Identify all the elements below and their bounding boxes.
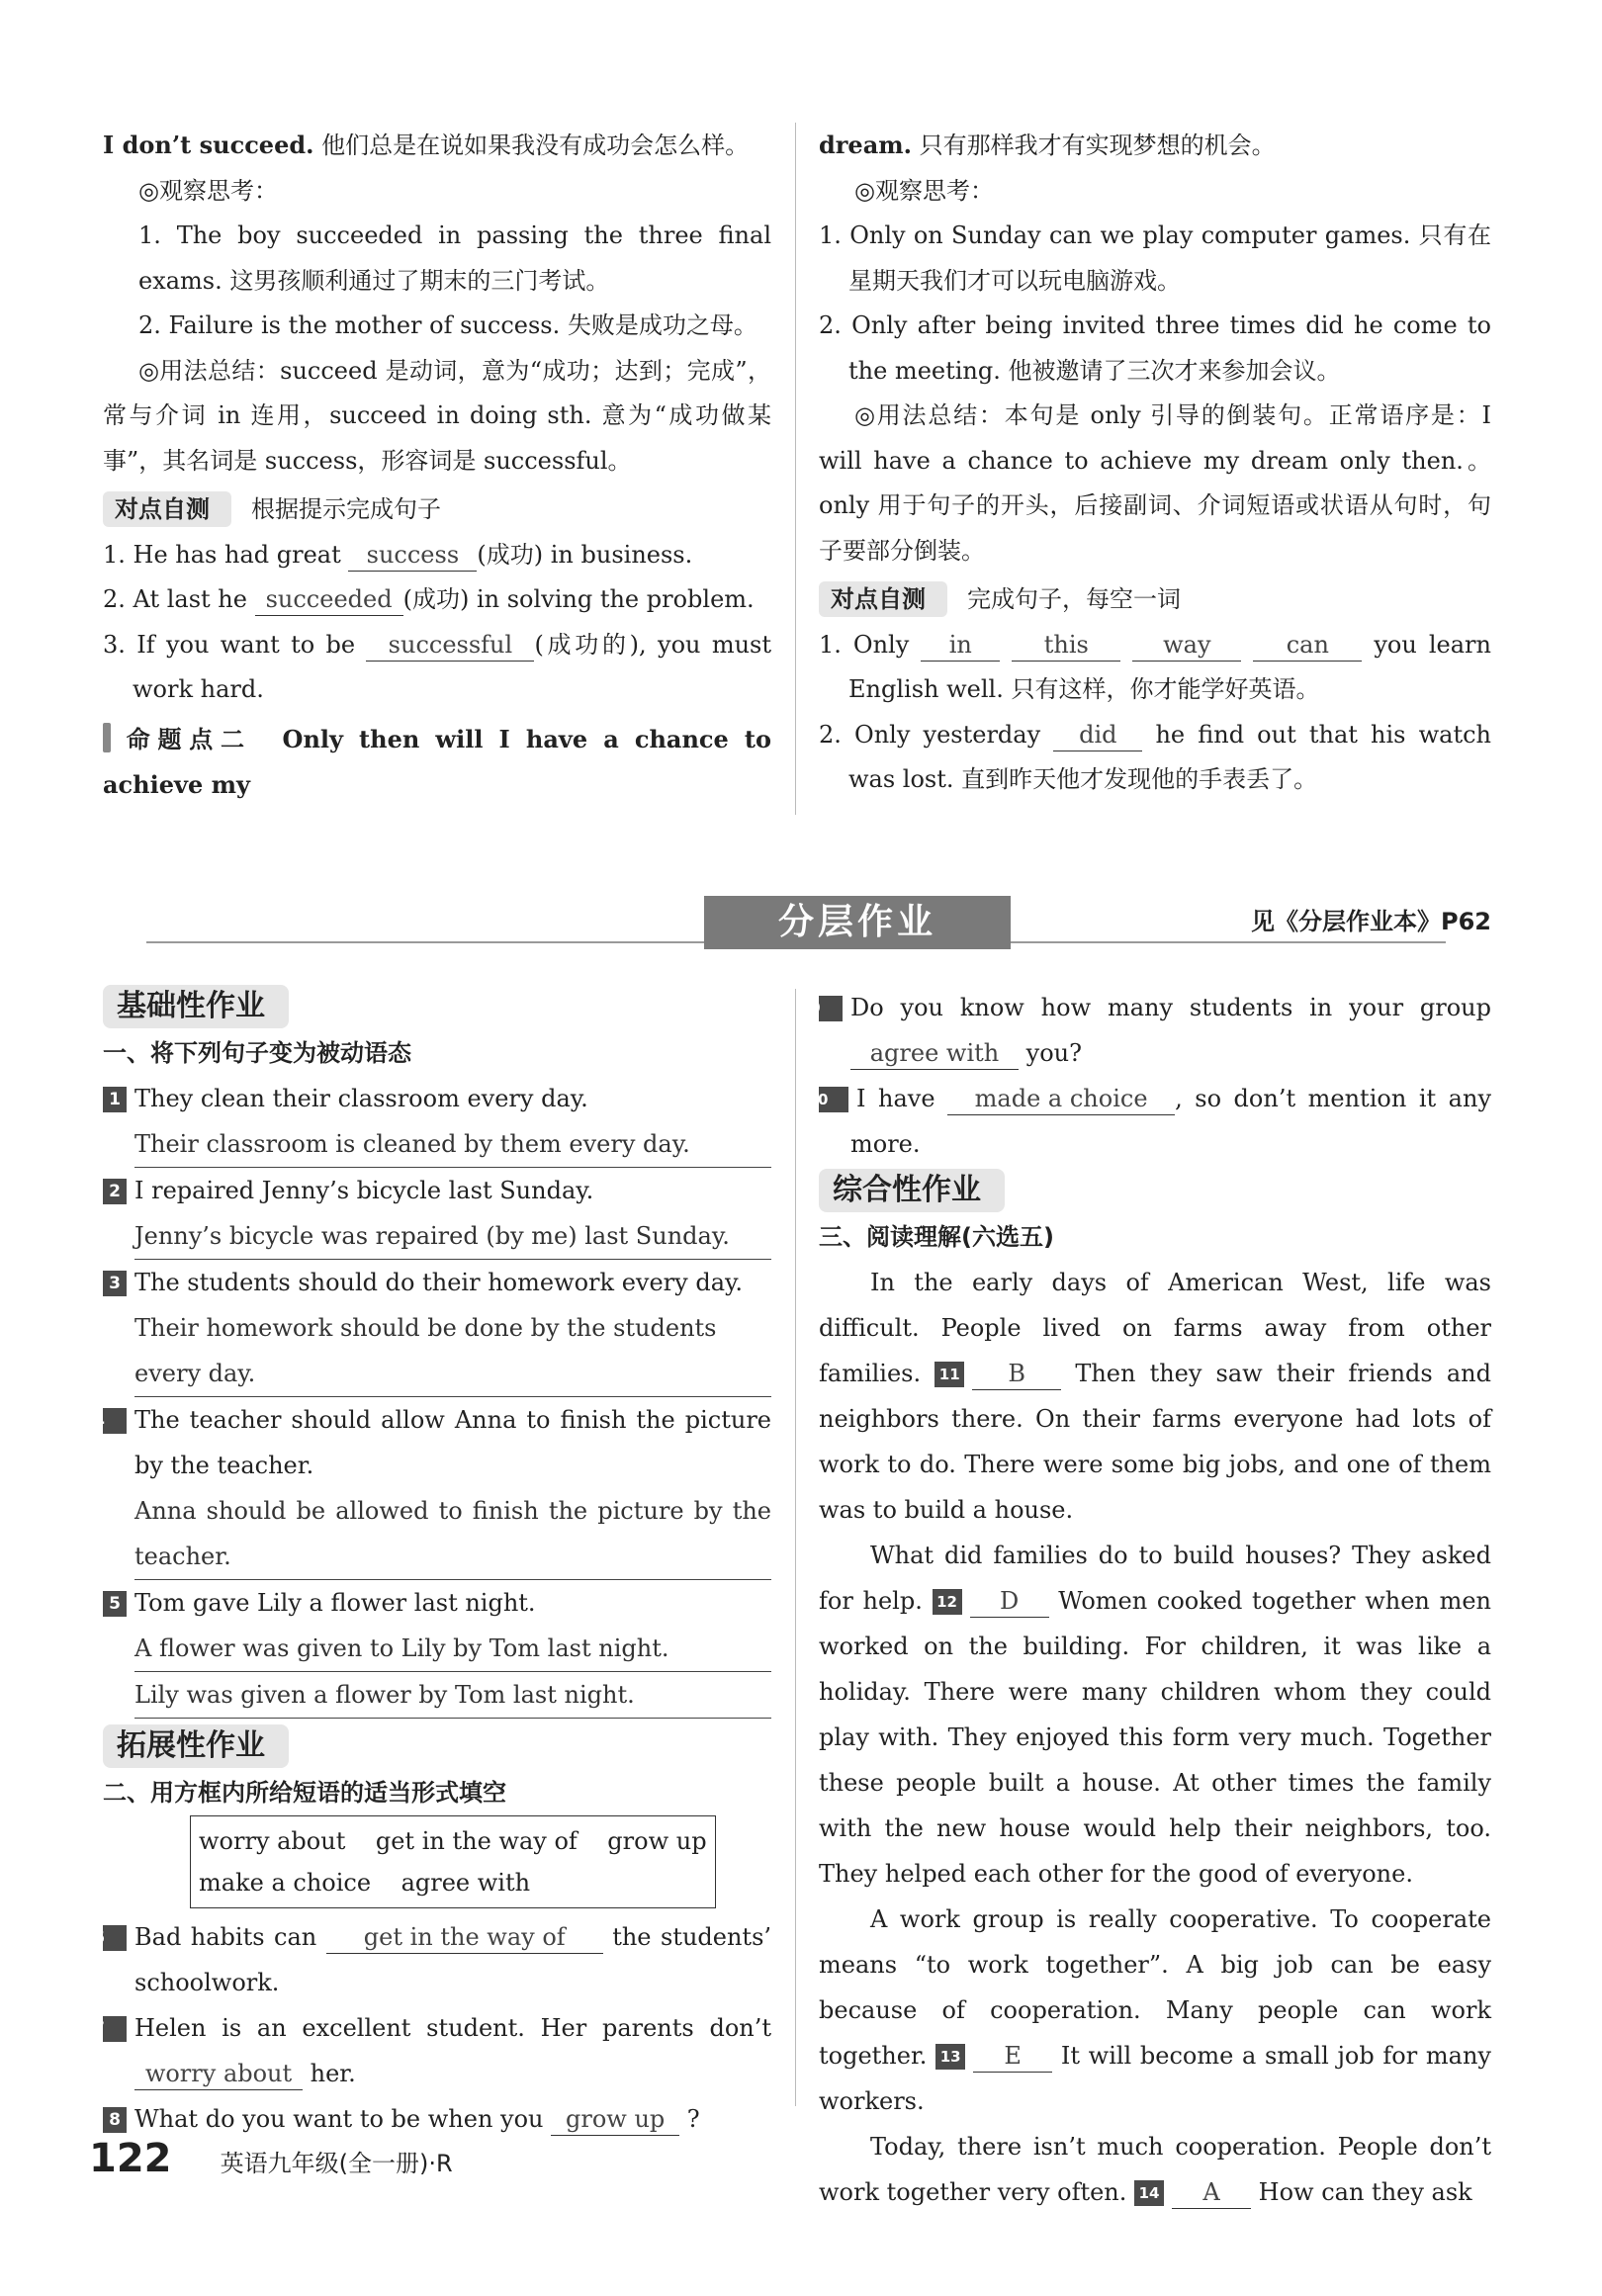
basic-a4: Anna should be allowed to finish the picture by the teacher. (134, 1488, 771, 1580)
workbook-reference: 见《分层作业本》P62 (1251, 908, 1491, 935)
book-title: 英语九年级(全一册)·R (220, 2150, 453, 2177)
example-1: 1. The boy succeeded in passing the three final exams. 这男孩顺利通过了期末的三门考试。 (138, 221, 771, 295)
observe-label: ◎观察思考： (138, 176, 278, 205)
section-title-basic: 基础性作业 (103, 985, 289, 1028)
basic-a3: Their homework should be done by the students every day. (134, 1305, 771, 1397)
reading-paragraph-3: A work group is really cooperative. To cooperate means “to work together”. A big job can be easy because of cooperation. Many people can work together. 13 E It will become a small job for many workers. (819, 1905, 1491, 2115)
basic-section-header (103, 985, 771, 1030)
example-2: 2. Failure is the mother of success. 失败是成功之母。 (138, 311, 757, 339)
basic-q2: 2 I repaired Jenny’s bicycle last Sunday. (103, 1168, 771, 1213)
test-q1: 1. He has had great success (成功) in business. (103, 533, 771, 578)
banner-line-right (1011, 941, 1446, 943)
answer-blank: grow up (551, 2103, 679, 2136)
reading-paragraph-1: In the early days of American West, life was difficult. People lived on farms away from other families. 11 B Then they saw their friends and neighbors there. On their farms everyone had lots of work to do. There were some big jobs, and one of them was to build a house. (819, 1269, 1491, 1524)
section-title-comprehensive: 综合性作业 (819, 1169, 1005, 1212)
self-test-header (103, 487, 771, 533)
answer-blank: successful (366, 629, 534, 662)
key-point-bar (103, 723, 111, 752)
basic-q3: 3 The students should do their homework every day. (103, 1260, 771, 1305)
phrase-row-2: make a choice agree with (199, 1869, 531, 1897)
answer-blank: did (1053, 719, 1142, 751)
answer-blank: way (1132, 629, 1241, 662)
extend-q9: 9 Do you know how many students in your group agree with you? (819, 985, 1491, 1076)
section-title-extend: 拓展性作业 (103, 1724, 289, 1768)
part-3-title: 三、阅读理解(六选五) (819, 1223, 1054, 1251)
answer-blank: success (348, 539, 477, 572)
extend-q6: 6 Bad habits can get in the way of the students’ schoolwork. (93, 1923, 772, 1996)
phrase-row-1: worry about get in the way of grow up (199, 1827, 707, 1855)
answer-blank: this (1012, 629, 1120, 662)
extend-q8: 8 What do you want to be when you grow up ? (103, 2096, 771, 2142)
phrase-box (190, 1815, 716, 1908)
part-1-title: 一、将下列句子变为被动语态 (103, 1039, 411, 1067)
extend-q7: 7 Helen is an excellent student. Her parents don’t worry about her. (103, 2005, 771, 2096)
basic-q5: 5 Tom gave Lily a flower last night. (103, 1580, 771, 1626)
self-test-header (819, 577, 1491, 623)
answer-blank: agree with (850, 1037, 1019, 1070)
answer-blank: B (972, 1358, 1061, 1390)
answer-blank: in (921, 629, 1000, 662)
self-test-tag: 对点自测 (819, 581, 947, 617)
self-test-hint: 根据提示完成句子 (251, 495, 441, 523)
answer-blank: succeeded (255, 583, 403, 616)
banner-title: 分层作业 (704, 896, 1011, 949)
answer-blank: get in the way of (326, 1921, 603, 1954)
basic-a1: Their classroom is cleaned by them every day. (134, 1121, 771, 1168)
answer-blank: can (1253, 629, 1362, 662)
test-q1: 1. Only in this way can you learn English well. 只有这样，你才能学好英语。 (819, 630, 1491, 703)
answer-blank: D (970, 1585, 1049, 1618)
page-number: 122 (89, 2136, 172, 2181)
part-2-title: 二、用方框内所给短语的适当形式填空 (103, 1779, 506, 1807)
example-1: 1. Only on Sunday can we play computer games. 只有在星期天我们才可以玩电脑游戏。 (819, 221, 1491, 295)
basic-q4: 4 The teacher should allow Anna to finish the picture by the teacher. (93, 1406, 771, 1479)
bottom-left-column (93, 985, 772, 2142)
basic-a2: Jenny’s bicycle was repaired (by me) last Sunday. (134, 1213, 771, 1260)
observe-label: ◎观察思考： (854, 176, 994, 205)
test-q2: 2. Only yesterday did he find out that his watch was lost. 直到昨天他才发现他的手表丢了。 (819, 720, 1492, 793)
continued-line: I don’t succeed. 他们总是在说如果我没有成功会怎么样。 (103, 131, 750, 159)
basic-q1: 1 They clean their classroom every day. (103, 1076, 771, 1121)
key-point-2: 命题点二 Only then will I have a chance to achieve my (103, 724, 772, 799)
column-divider-bottom (795, 989, 796, 2106)
column-divider-top (795, 123, 796, 815)
top-right-column (819, 123, 1491, 803)
basic-a5b: Lily was given a flower by Tom last night. (134, 1672, 771, 1719)
bottom-right-column (807, 985, 1491, 2215)
self-test-tag: 对点自测 (103, 491, 231, 527)
usage-summary: ◎用法总结：succeed 是动词，意为“成功；达到；完成”，常与介词 in 连用，succeed in doing sth. 意为“成功做某事”，其名词是 success，形容词是 successful。 (103, 356, 771, 475)
top-left-column (103, 123, 771, 809)
usage-summary: ◎用法总结：本句是 only 引导的倒装句。正常语序是：I will have a chance to achieve my dream only then.。only 用于句子的开头，后接副词、介词短语或状语从句时，句子要部分倒装。 (819, 401, 1491, 565)
comp-section-header (819, 1169, 1491, 1214)
test-q2: 2. At last he succeeded (成功) in solving the problem. (103, 577, 771, 623)
page-footer (89, 2136, 453, 2181)
answer-blank: E (973, 2040, 1052, 2073)
reading-paragraph-4: Today, there isn’t much cooperation. People don’t work together very often. 14 A How can they ask (819, 2124, 1491, 2215)
continued-line: dream. 只有那样我才有实现梦想的机会。 (819, 131, 1276, 159)
answer-blank: made a choice (947, 1083, 1175, 1115)
self-test-hint: 完成句子，每空一词 (967, 585, 1181, 613)
answer-blank: worry about (134, 2058, 303, 2090)
basic-a5a: A flower was given to Lily by Tom last night. (134, 1626, 771, 1672)
answer-blank: A (1172, 2176, 1251, 2209)
banner-line-left (146, 941, 704, 943)
extend-section-header (103, 1724, 771, 1770)
extend-q10: 10 I have made a choice , so don’t mention it any more. (807, 1085, 1491, 1158)
example-2: 2. Only after being invited three times did he come to the meeting. 他被邀请了三次才来参加会议。 (819, 311, 1491, 385)
reading-paragraph-2: What did families do to build houses? They asked for help. 12 D Women cooked together when men worked on the building. For children, it was like a holiday. There were many children whom they could play with. They enjoyed this form very much. Together these people built a house. At other times the family with the new house would help their neighbors, too. They helped each other for the good of everyone. (819, 1542, 1491, 1888)
test-q3: 3. If you want to be successful (成功的), you must work hard. (103, 630, 771, 703)
